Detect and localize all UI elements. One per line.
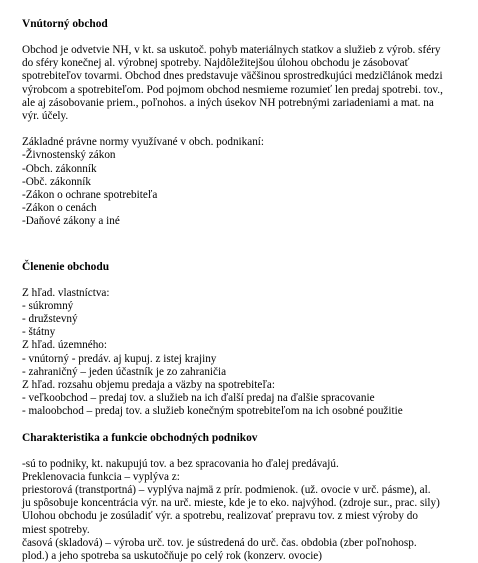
norms-list	[22, 149, 462, 228]
list-item: - súkromný	[22, 299, 74, 312]
list-item: - vnútorný - predáv. aj kupuj. z istej krajiny	[22, 352, 217, 365]
paragraph-line: ju spôsobuje koncentrácia výr. na urč. mieste, kde je to eko. najvýhod. (zdroje sur., prac. sily)	[22, 497, 440, 510]
list-item: -Zákon o ochrane spotrebiteľa	[22, 189, 158, 202]
list-item: - zahraničný – jeden účastník je zo zahraničia	[22, 365, 227, 378]
paragraph-line: výrobcom a spotrebiteľom. Pod pojmom obchod nesmieme rozumieť len predaj spotrebi. tov.,	[22, 83, 443, 96]
intro-paragraph	[22, 44, 462, 123]
heading-vnutorny-obchod: Vnútorný obchod	[22, 18, 108, 30]
list-item: -Zákon o cenách	[22, 202, 97, 215]
paragraph-line: do sféry konečnej al. výrobnej spotreby. Najdôležitejšou úlohou obchodu je zásobovať	[22, 57, 410, 70]
paragraph-line: Obchod je odvetvie NH, v kt. sa uskutoč. pohyb materiálnych statkov a služieb z výrob. sféry	[22, 44, 441, 56]
list-item: Z hľad. územného:	[22, 339, 108, 352]
list-item: - veľkoobchod – predaj tov. a služieb na ich ďalší predaj na ďalšie spracovanie	[22, 392, 375, 405]
list-item: -Daňové zákony a iné	[22, 215, 120, 228]
paragraph-line: Preklenovacia funkcia – vyplýva z:	[22, 470, 180, 483]
heading-charakteristika: Charakteristika a funkcie obchodných podnikov	[22, 431, 258, 444]
norms-intro: Základné právne normy využívané v obch. podnikaní:	[22, 136, 265, 149]
list-item: - štátny	[22, 326, 56, 339]
paragraph-line: časová (skladová) – výroba urč. tov. je sústredená do urč. čas. obdobia (zber poľnohosp.	[22, 536, 417, 549]
paragraph-line: miest spotreby.	[22, 523, 90, 536]
list-item: -Živnostenský zákon	[22, 149, 116, 162]
heading-clenenie-obchodu: Členenie obchodu	[22, 260, 110, 273]
paragraph-line: Ulohou obchodu je zosúladiť výr. a spotrebu, realizovať prepravu tov. z miest výroby do	[22, 510, 418, 523]
list-item: -Obch. zákonník	[22, 162, 97, 175]
paragraph-line: -sú to podniky, kt. nakupujú tov. a bez spracovania ho ďalej predávajú.	[22, 457, 339, 470]
paragraph-line: priestorová (transtportná) – vyplýva najmä z prír. podmienok. (už. ovocie v urč. pásme), al.	[22, 484, 431, 497]
clenenie-list	[22, 287, 462, 419]
list-item: Z hľad. rozsahu objemu predaja a väzby na spotrebiteľa:	[22, 379, 275, 392]
paragraph-line: plod.) a jeho spotreba sa uskutočňuje po celý rok (konzerv. ovocie)	[22, 550, 322, 563]
document-page	[22, 18, 462, 563]
list-item: Z hľad. vlastníctva:	[22, 286, 110, 299]
paragraph-line: výr. účely.	[22, 110, 69, 123]
list-item: - maloobchod – predaj tov. a služieb konečným spotrebiteľom na ich osobné použitie	[22, 405, 403, 418]
list-item: -Obč. zákonník	[22, 175, 91, 188]
list-item: - družstevný	[22, 313, 78, 326]
paragraph-line: spotrebiteľov tovarmi. Obchod dnes predstavuje väčšinou sprostredkujúci medzičlánok medzi	[22, 70, 443, 83]
charakteristika-text	[22, 458, 462, 563]
paragraph-line: ale aj zásobovanie priem., poľnohos. a iných úsekov NH potrebnými zariadeniami a mat. na	[22, 96, 434, 109]
